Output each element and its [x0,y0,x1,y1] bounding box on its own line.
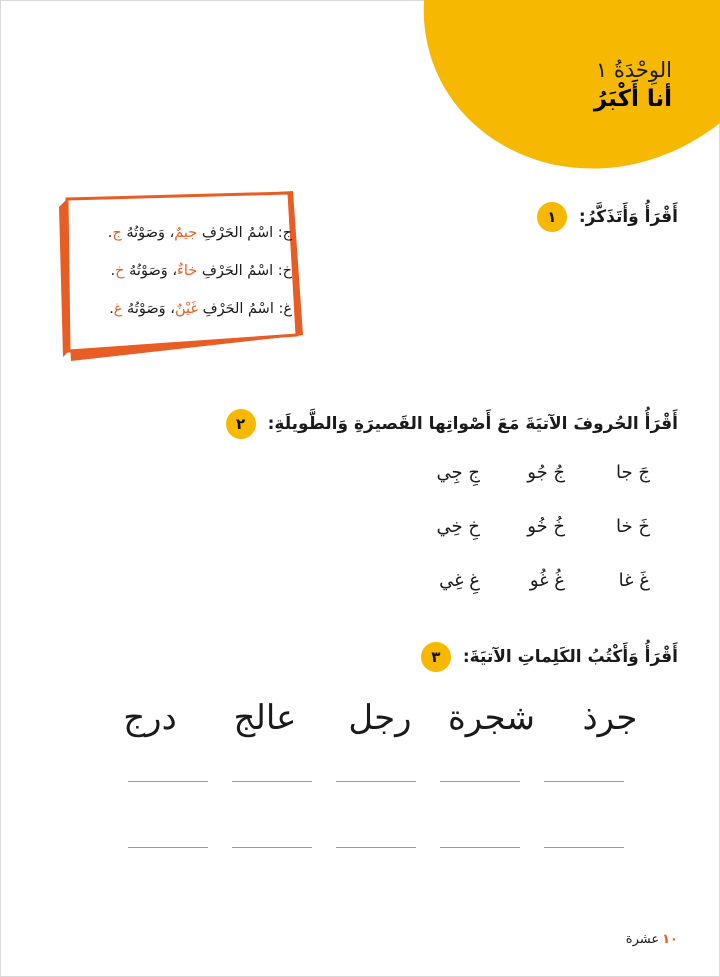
page-number [626,932,678,947]
section-2-number-badge: ٢ [226,409,256,439]
writing-line[interactable] [440,847,520,848]
unit-label: الوِحْدَةُ ١ [595,58,672,82]
section-1-number-badge: ١ [537,202,567,232]
section-2-instruction: أَقْرَأُ الحُروفَ الآتيَةَ مَعَ أَصْواتِها القَصيرَةِ وَالطَّويلَةِ: [267,414,678,434]
page-number-word: عشرة [625,932,660,947]
writing-line[interactable] [128,781,208,782]
syllable-item: غِ غِي [439,570,480,591]
word-item: جرذ [582,698,638,738]
writing-line[interactable] [336,847,416,848]
reminder-line-ghayn: غ: اسْمُ الحَرْفِ غَيْنٌ، وَصَوْتُهُ غ. [109,301,292,317]
writing-line[interactable] [232,781,312,782]
syllables-grid [395,458,650,596]
writing-lines-row-2 [128,847,624,848]
syllable-item: خُ خُو [527,516,565,537]
word-item: رجل [348,698,412,738]
writing-line[interactable] [440,781,520,782]
reminder-line-khaa: خ: اسْمُ الحَرْفِ خاءٌ، وَصَوْتُهُ خ. [110,263,292,279]
section-1-instruction: أَقْرَأُ وَأَتَذَكَّرُ: [578,207,678,227]
section-1-heading [537,202,678,232]
writing-line[interactable] [232,847,312,848]
reminder-line-jeem: ج: اسْمُ الحَرْفِ جيمٌ، وَصَوْتُهُ ج. [107,225,292,241]
syllable-item: جَ جا [616,462,650,483]
words-row [110,698,650,738]
writing-line[interactable] [128,847,208,848]
section-3-instruction: أَقْرَأُ وَأَكْتُبُ الكَلِماتِ الآتيَةَ: [462,647,678,667]
yellow-blob-decoration [405,0,720,180]
section-3-heading [421,642,678,672]
writing-lines-row-1 [128,781,624,782]
reminder-box-text [70,222,292,336]
section-3-number-badge: ٣ [421,642,451,672]
writing-line[interactable] [544,847,624,848]
writing-line[interactable] [336,781,416,782]
word-item: درج [123,698,177,738]
word-item: عالج [233,698,297,738]
syllable-item: غُ غُو [529,570,565,591]
writing-line[interactable] [544,781,624,782]
section-2-heading [226,409,678,439]
page-number-digit: ١٠ [662,932,678,947]
syllable-item: غَ غا [618,570,650,591]
syllable-item: خِ خِي [436,516,480,537]
syllable-item: جِ جِي [436,462,480,483]
syllable-item: جُ جُو [527,462,565,483]
word-item: شجرة [447,698,535,738]
syllable-item: خَ خا [616,516,650,537]
unit-title: أنا أَكْبَرُ [593,86,672,112]
